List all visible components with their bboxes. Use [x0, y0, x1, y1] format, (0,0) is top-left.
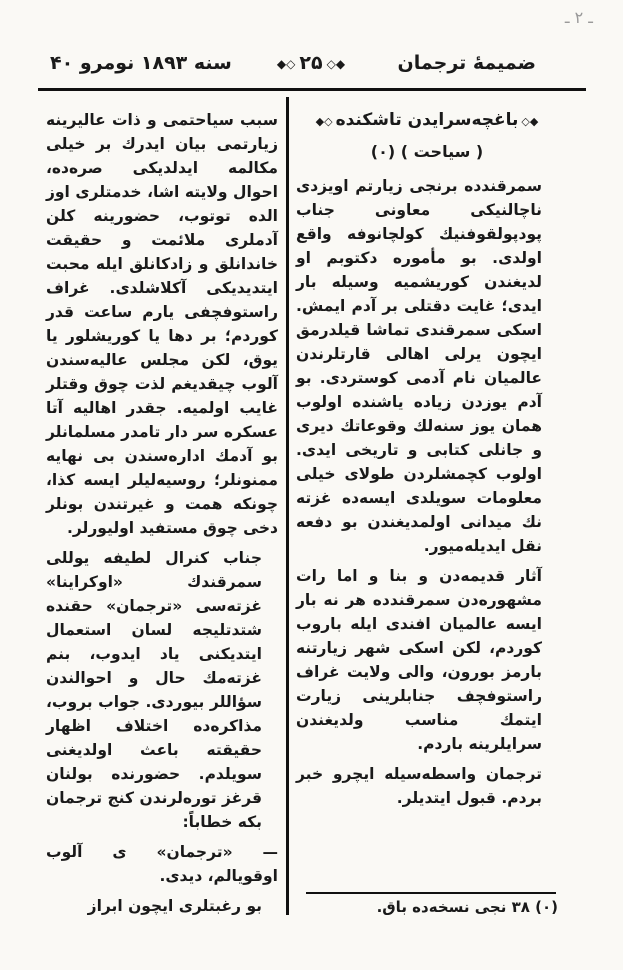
article-subtitle: ( سیاحت ) (۰) — [370, 142, 484, 161]
corner-mark: ـ ۲ ـ — [564, 8, 593, 27]
footnote-rule — [306, 892, 556, 894]
ornament-icon: ◆◇ — [521, 115, 539, 128]
paragraph: — «ترجمان» ی آلوب اوقو‌یالم، دیدی. — [46, 843, 278, 885]
page-header — [40, 52, 582, 82]
paragraph: بو رغبتلری ایچون ابراز — [87, 897, 262, 915]
footnote: (۰) ۳۸ نجی نسخه‌ده باق. — [376, 898, 558, 916]
right-column — [296, 108, 558, 816]
paragraph: سبب سیاحتمی و ذات عالیرینه زیارتمی بیان ایدرك بر خیلی مکالمه ایدلدیکی صره‌ده، احوال ولایته اشا، خدمتلری اوز الده توتوب، حضورینه کلن آدملری ملائمت و حقیقت خاندانلق و زادکانلق ایله محبت ایتدیدیکی آکلاشلدی. غراف راستوفچفی یارم ساعت قدر کوردم؛ بر دها یا کوریشلور یا یوق، لکن مجلس عالیه‌سندن آلوب چیقدیغم لذت چوق وقتلر غایب اولمیه. جقدر اهالیه آتا عسکره سر دار تامدر مسلمانلر بو آدمك اداره‌سندن بی نهایه ممنونلر؛ روسیه‌لیلر ایسه کذا، چونکه همت و غیرتندن بونلر دخی چوق مستفید اولیورلر. — [46, 111, 278, 537]
paragraph: سمرقندده برنجی زیارتم او‌یزدی ناچالنیکی معاونی جناب پودپولقوفنیك كولچانوفه واقع اولدی. بو مأموره دکتوبم او لدیغندن کوریشمیه وسیله بار ایدی؛ غایت دقتلی بر آدم ایمش. اسکی سمرقندی تماشا قیلدرمق ایچون یرلی اهالی قارتلرندن عالمیان نام آدمی کوستردی. بو آدم یوزدن زیا‌ده یاشنده اولوب همان یوز سنه‌لك وقوعاتك دیری و جا‌نلی کتابی و تاریخی ایدی. اولوب کچمشلردن طولای خیلی معلومات سویلدی ایسه‌ده غزته نك میدانی اولمدیغندن بو دفعه نقل ایدیله‌میور. — [296, 177, 542, 555]
article-title: باغچه‌سرایدن تاشکنده — [335, 110, 519, 130]
ornament-icon: ◇◆ — [315, 115, 333, 128]
paragraph: آثار قدیمه‌دن و بنا و اما رات مشهوره‌دن سمرقندده هر نه بار ایسه عالمیان افندی ایله باروب کوردم، لکن اسکی شهر زیارتنه بارمز بورون، والی‌ ولایت غراف راستوفچف جنابلرینی زیارت ایتمك مناسب ولدیغندن سرایلرینه باردم. — [296, 567, 542, 753]
article-title-row — [296, 108, 558, 134]
ornament-icon: ◆◇ — [326, 56, 346, 71]
ornament-icon: ◇◆ — [276, 56, 296, 71]
header-rule — [38, 88, 586, 91]
left-column — [46, 108, 278, 924]
paragraph: جناب کنرال لطیفه یوللی سمرقندك «اوکراینا» غزته‌سی «ترجمان» حقنده شتدتلیجه لسان استعمال ایتدیکنی یاد ایدوب، بنم غزته‌مك حال و احوالندن سؤاللر بیوردی. جواب بروب، مذاکره‌ده اختلاف اظهار حقیقته باعث اولدیغنی سویلدم. حضو‌رنده بولنان قرغز توره‌لرندن کنج ترجمان بکه خطاباً: — [46, 549, 262, 831]
publication-title: ضمیمهٔ ترجمان — [397, 52, 536, 74]
page-number: ۲۵ — [299, 52, 323, 74]
paragraph: ترجمان واسطه‌سیله ایچرو خبر بردم. قبول ایتدیلر. — [296, 765, 542, 807]
column-divider — [286, 97, 289, 915]
page-number-block — [273, 52, 349, 74]
issue-info: سنه ۱۸۹۳ نومرو ۴۰ — [50, 52, 232, 74]
